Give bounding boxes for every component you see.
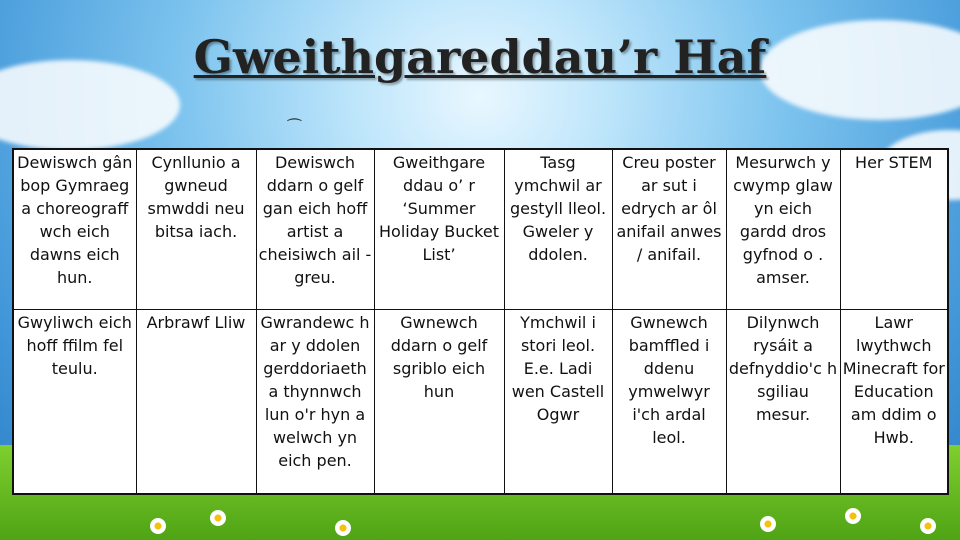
activity-cell: Mesurwch y cwymp glaw yn eich gardd dros gyfnod o . amser. — [726, 149, 840, 309]
activity-cell: Gwrandewc h ar y ddolen gerddoriaeth a thynnwch lun o'r hyn a welwch yn eich pen. — [256, 309, 374, 494]
activity-cell: Dewiswch ddarn o gelf gan eich hoff artist a cheisiwch ail -greu. — [256, 149, 374, 309]
bird-icon: ⁀ — [288, 118, 301, 137]
activity-cell: Gwnewch ddarn o gelf sgriblo eich hun — [374, 309, 504, 494]
activity-cell: Her STEM — [840, 149, 948, 309]
daisy-flower — [335, 520, 351, 536]
activity-cell: Arbrawf Lliw — [136, 309, 256, 494]
slide-title: Gweithgareddau’r Haf — [193, 30, 767, 84]
activity-cell: Cynllunio a gwneud smwddi neu bitsa iach. — [136, 149, 256, 309]
activity-cell: Tasg ymchwil ar gestyll lleol. Gweler y ddolen. — [504, 149, 612, 309]
daisy-flower — [210, 510, 226, 526]
daisy-flower — [920, 518, 936, 534]
daisy-flower — [845, 508, 861, 524]
activity-cell: Dewiswch gân bop Gymraeg a choreograff wch eich dawns eich hun. — [13, 149, 136, 309]
table-row — [13, 309, 948, 494]
activity-cell: Gweithgare ddau o’ r ‘Summer Holiday Bucket List’ — [374, 149, 504, 309]
activity-cell: Lawr lwythwch Minecraft for Education am ddim o Hwb. — [840, 309, 948, 494]
activity-cell: Ymchwil i stori leol. E.e. Ladi wen Castell Ogwr — [504, 309, 612, 494]
table-row — [13, 149, 948, 309]
activity-cell: Dilynwch rysáit a defnyddio'c h sgiliau mesur. — [726, 309, 840, 494]
activity-cell: Gwnewch bamffled i ddenu ymwelwyr i'ch ardal leol. — [612, 309, 726, 494]
daisy-flower — [760, 516, 776, 532]
activities-table — [12, 148, 949, 495]
activity-cell: Creu poster ar sut i edrych ar ôl anifail anwes / anifail. — [612, 149, 726, 309]
daisy-flower — [150, 518, 166, 534]
activity-cell: Gwyliwch eich hoff ffilm fel teulu. — [13, 309, 136, 494]
